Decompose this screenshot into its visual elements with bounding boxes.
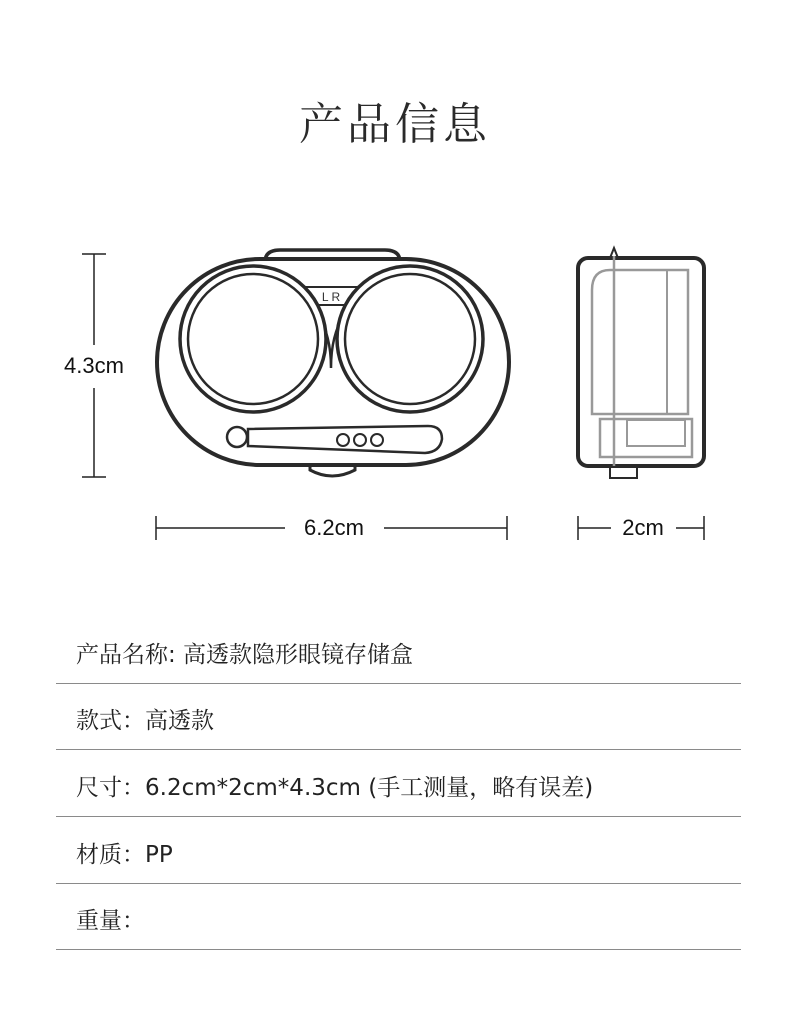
- spec-name-text: 产品名称: 高透款隐形眼镜存储盒: [76, 642, 414, 668]
- case-side-view: [578, 248, 704, 478]
- spec-style-text: 款式：高透款: [76, 708, 214, 734]
- spec-size-text: 尺寸：6.2cm*2cm*4.3cm (手工测量，略有误差): [76, 775, 594, 801]
- lens-labels: L R: [321, 290, 341, 304]
- case-front-view: [157, 250, 509, 476]
- spec-row-name: [56, 618, 741, 684]
- spec-row-size: [56, 751, 741, 817]
- spec-row-style: [56, 684, 741, 750]
- spec-row-weight: [56, 884, 741, 950]
- height-label: 4.3cm: [64, 353, 124, 378]
- spec-weight-text: 重量：: [76, 908, 145, 934]
- width-label: 6.2cm: [304, 515, 364, 540]
- page-title: 产品信息: [299, 99, 491, 150]
- product-diagram: [0, 230, 790, 560]
- depth-label: 2cm: [622, 515, 664, 540]
- spec-material-text: 材质：PP: [76, 842, 173, 868]
- spec-row-material: [56, 818, 741, 884]
